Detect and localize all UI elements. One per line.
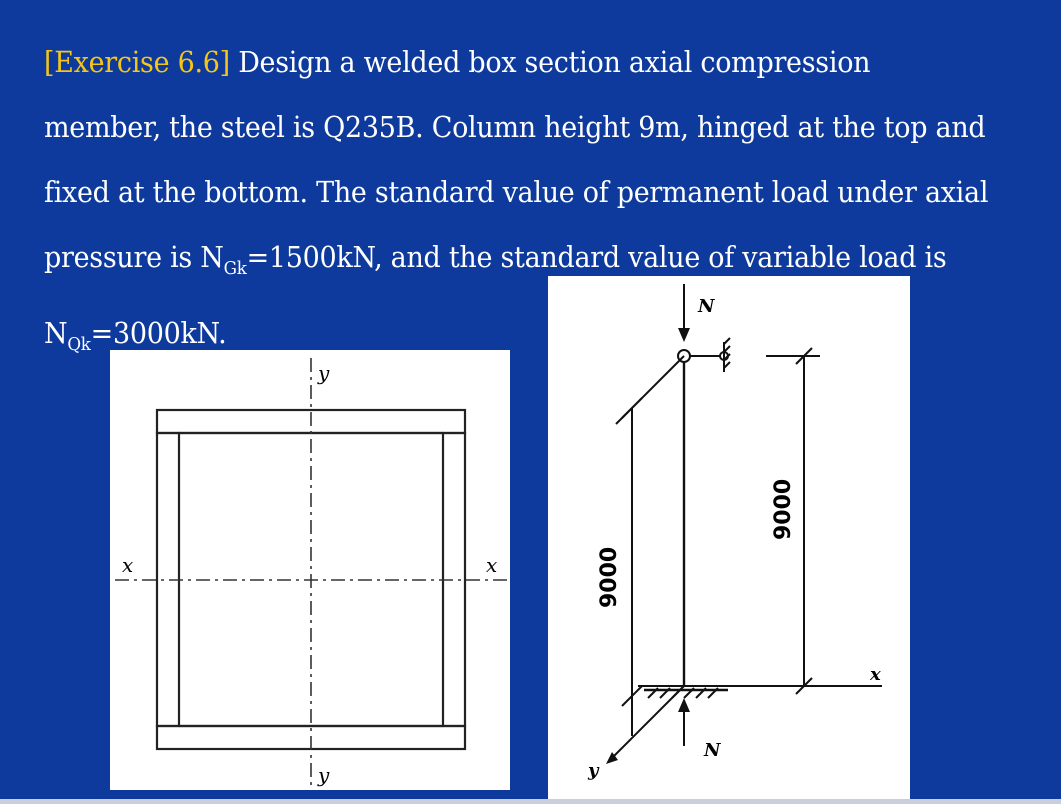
problem-line-1 — [44, 30, 988, 95]
column-elevation-figure — [548, 276, 910, 802]
exercise-label: [Exercise 6.6] — [44, 45, 230, 79]
right-dimension-label: 9000 — [771, 478, 796, 540]
column-elevation-drawing — [548, 276, 910, 802]
top-load-label: N — [698, 296, 715, 317]
ngk-subscript: Gk — [223, 258, 247, 279]
problem-line-3: fixed at the bottom. The standard value of permanent load under axial — [44, 175, 989, 209]
axis-x-right-label: x — [486, 553, 498, 577]
nqk-subscript: Qk — [67, 334, 91, 355]
bottom-strip — [0, 799, 1061, 804]
axis-y-label: y — [588, 760, 599, 781]
problem-line-2: member, the steel is Q235B. Column height 9m, hinged at the top and — [44, 110, 986, 144]
axis-x-left-label: x — [122, 553, 134, 577]
problem-line-4-text: =1500kN, and the standard value of variable load is — [246, 240, 947, 274]
nqk-symbol: N — [44, 316, 68, 350]
bottom-load-label: N — [704, 740, 721, 761]
axis-y-bottom-label: y — [318, 763, 330, 787]
left-dimension-label: 9000 — [597, 546, 622, 608]
box-section-drawing — [110, 350, 510, 790]
axis-x-label: x — [870, 664, 881, 685]
box-section-figure — [110, 350, 510, 790]
problem-line-1-text: Design a welded box section axial compression — [229, 45, 871, 79]
ngk-symbol: pressure is N — [44, 240, 224, 274]
problem-line-5-text: =3000kN. — [90, 316, 227, 350]
axis-y-top-label: y — [318, 361, 330, 385]
